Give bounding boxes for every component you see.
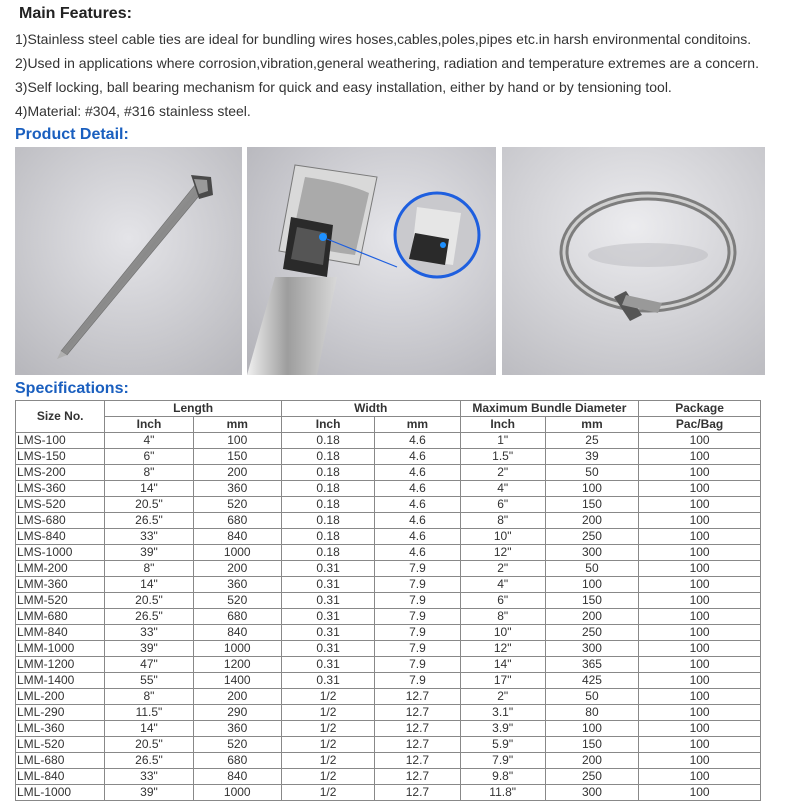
cell-width-inch: 0.18 <box>281 513 374 529</box>
cell-bundle-mm: 50 <box>545 561 638 577</box>
table-row <box>16 721 761 737</box>
cell-bundle-mm: 425 <box>545 673 638 689</box>
cell-bundle-inch: 17" <box>460 673 545 689</box>
cell-pac-bag: 100 <box>639 577 761 593</box>
cell-length-inch: 14" <box>105 721 193 737</box>
cell-length-mm: 360 <box>193 721 281 737</box>
cell-pac-bag: 100 <box>639 785 761 801</box>
cell-pac-bag: 100 <box>639 465 761 481</box>
cell-bundle-inch: 3.1" <box>460 705 545 721</box>
cell-width-mm: 4.6 <box>375 481 460 497</box>
cell-length-mm: 840 <box>193 529 281 545</box>
cell-width-inch: 0.18 <box>281 449 374 465</box>
cell-bundle-mm: 50 <box>545 689 638 705</box>
cell-width-inch: 0.31 <box>281 593 374 609</box>
feature-item-3: 3)Self locking, ball bearing mechanism for quick and easy installation, either by hand or by tensioning tool. <box>15 79 672 95</box>
cell-width-inch: 1/2 <box>281 737 374 753</box>
table-row <box>16 689 761 705</box>
cell-length-inch: 4" <box>105 433 193 449</box>
cell-bundle-mm: 200 <box>545 753 638 769</box>
cell-bundle-mm: 365 <box>545 657 638 673</box>
cell-bundle-mm: 300 <box>545 641 638 657</box>
cell-width-inch: 1/2 <box>281 689 374 705</box>
cell-length-inch: 47" <box>105 657 193 673</box>
cell-length-inch: 11.5" <box>105 705 193 721</box>
subheader-width-inch: Inch <box>281 417 374 433</box>
table-row <box>16 657 761 673</box>
cell-bundle-inch: 9.8" <box>460 769 545 785</box>
cell-length-inch: 8" <box>105 465 193 481</box>
cell-bundle-mm: 300 <box>545 785 638 801</box>
cell-size-no: LMS-200 <box>16 465 105 481</box>
cell-width-mm: 7.9 <box>375 641 460 657</box>
table-row <box>16 705 761 721</box>
cell-length-mm: 520 <box>193 737 281 753</box>
cell-bundle-mm: 250 <box>545 769 638 785</box>
cell-size-no: LML-290 <box>16 705 105 721</box>
cell-pac-bag: 100 <box>639 673 761 689</box>
cell-width-inch: 0.18 <box>281 481 374 497</box>
table-row <box>16 529 761 545</box>
table-row <box>16 625 761 641</box>
cell-bundle-inch: 12" <box>460 641 545 657</box>
cell-length-inch: 39" <box>105 545 193 561</box>
cell-size-no: LMS-100 <box>16 433 105 449</box>
cell-length-inch: 20.5" <box>105 497 193 513</box>
cell-length-inch: 8" <box>105 689 193 705</box>
cell-pac-bag: 100 <box>639 689 761 705</box>
cell-width-mm: 7.9 <box>375 673 460 689</box>
cell-size-no: LML-360 <box>16 721 105 737</box>
table-row <box>16 513 761 529</box>
cell-length-inch: 26.5" <box>105 609 193 625</box>
cell-bundle-inch: 10" <box>460 529 545 545</box>
cell-width-inch: 1/2 <box>281 721 374 737</box>
cell-width-inch: 1/2 <box>281 753 374 769</box>
cell-pac-bag: 100 <box>639 657 761 673</box>
cell-width-mm: 7.9 <box>375 561 460 577</box>
cell-pac-bag: 100 <box>639 705 761 721</box>
subheader-width-mm: mm <box>375 417 460 433</box>
table-row <box>16 785 761 801</box>
cell-size-no: LML-680 <box>16 753 105 769</box>
cell-length-mm: 100 <box>193 433 281 449</box>
cell-bundle-mm: 25 <box>545 433 638 449</box>
cell-width-inch: 0.31 <box>281 561 374 577</box>
cell-width-inch: 0.31 <box>281 673 374 689</box>
cell-width-mm: 12.7 <box>375 753 460 769</box>
cell-length-mm: 680 <box>193 753 281 769</box>
cell-width-inch: 0.31 <box>281 641 374 657</box>
cell-width-mm: 4.6 <box>375 433 460 449</box>
table-row <box>16 737 761 753</box>
cell-pac-bag: 100 <box>639 737 761 753</box>
table-row <box>16 673 761 689</box>
cell-length-inch: 6" <box>105 449 193 465</box>
cell-bundle-mm: 150 <box>545 737 638 753</box>
cell-width-mm: 7.9 <box>375 609 460 625</box>
table-row <box>16 577 761 593</box>
cell-pac-bag: 100 <box>639 561 761 577</box>
cell-bundle-mm: 100 <box>545 721 638 737</box>
cell-length-inch: 33" <box>105 769 193 785</box>
cell-size-no: LMM-1400 <box>16 673 105 689</box>
table-row <box>16 497 761 513</box>
cell-bundle-inch: 14" <box>460 657 545 673</box>
cell-pac-bag: 100 <box>639 609 761 625</box>
header-length: Length <box>105 401 282 417</box>
cell-bundle-inch: 5.9" <box>460 737 545 753</box>
cell-bundle-mm: 250 <box>545 529 638 545</box>
subheader-bundle-inch: Inch <box>460 417 545 433</box>
cell-length-mm: 360 <box>193 577 281 593</box>
cell-size-no: LMM-1000 <box>16 641 105 657</box>
cell-width-mm: 12.7 <box>375 689 460 705</box>
table-subheader-row <box>16 417 761 433</box>
cell-length-inch: 26.5" <box>105 753 193 769</box>
cell-length-mm: 360 <box>193 481 281 497</box>
cell-length-inch: 14" <box>105 481 193 497</box>
cell-width-mm: 12.7 <box>375 705 460 721</box>
cell-bundle-mm: 100 <box>545 577 638 593</box>
cell-length-mm: 680 <box>193 609 281 625</box>
cell-length-inch: 39" <box>105 785 193 801</box>
table-body <box>16 433 761 801</box>
cell-pac-bag: 100 <box>639 753 761 769</box>
cell-length-inch: 33" <box>105 625 193 641</box>
cell-bundle-mm: 100 <box>545 481 638 497</box>
cell-width-inch: 1/2 <box>281 785 374 801</box>
cell-size-no: LMM-360 <box>16 577 105 593</box>
cell-length-mm: 200 <box>193 689 281 705</box>
cell-length-mm: 520 <box>193 497 281 513</box>
cell-size-no: LML-200 <box>16 689 105 705</box>
table-row <box>16 465 761 481</box>
cell-pac-bag: 100 <box>639 449 761 465</box>
cell-width-mm: 7.9 <box>375 657 460 673</box>
cell-bundle-inch: 7.9" <box>460 753 545 769</box>
cell-bundle-mm: 80 <box>545 705 638 721</box>
cell-bundle-mm: 150 <box>545 593 638 609</box>
subheader-bundle-mm: mm <box>545 417 638 433</box>
cell-pac-bag: 100 <box>639 497 761 513</box>
specifications-table <box>15 400 761 801</box>
cell-length-mm: 840 <box>193 625 281 641</box>
cell-width-inch: 0.31 <box>281 609 374 625</box>
cell-bundle-inch: 1" <box>460 433 545 449</box>
cell-bundle-inch: 6" <box>460 593 545 609</box>
cell-width-mm: 12.7 <box>375 721 460 737</box>
cell-length-mm: 290 <box>193 705 281 721</box>
cell-bundle-mm: 39 <box>545 449 638 465</box>
cell-length-inch: 20.5" <box>105 737 193 753</box>
cell-bundle-mm: 150 <box>545 497 638 513</box>
table-row <box>16 433 761 449</box>
cell-bundle-mm: 300 <box>545 545 638 561</box>
table-row <box>16 545 761 561</box>
cell-bundle-inch: 8" <box>460 513 545 529</box>
cell-width-mm: 4.6 <box>375 513 460 529</box>
cell-width-mm: 12.7 <box>375 769 460 785</box>
cell-size-no: LMS-520 <box>16 497 105 513</box>
cell-bundle-mm: 250 <box>545 625 638 641</box>
cell-size-no: LMS-150 <box>16 449 105 465</box>
cell-size-no: LMS-1000 <box>16 545 105 561</box>
cell-length-inch: 26.5" <box>105 513 193 529</box>
cell-size-no: LMM-840 <box>16 625 105 641</box>
header-width: Width <box>281 401 460 417</box>
cell-length-inch: 55" <box>105 673 193 689</box>
cell-width-mm: 7.9 <box>375 625 460 641</box>
table-row <box>16 593 761 609</box>
cell-length-mm: 1000 <box>193 641 281 657</box>
cell-length-inch: 39" <box>105 641 193 657</box>
cell-width-inch: 1/2 <box>281 769 374 785</box>
cell-width-inch: 0.18 <box>281 497 374 513</box>
table-row <box>16 481 761 497</box>
cell-width-mm: 7.9 <box>375 593 460 609</box>
cell-length-mm: 840 <box>193 769 281 785</box>
cell-bundle-inch: 8" <box>460 609 545 625</box>
product-detail-heading: Product Detail: <box>15 126 129 143</box>
cell-bundle-inch: 12" <box>460 545 545 561</box>
header-package: Package <box>639 401 761 417</box>
table-row <box>16 561 761 577</box>
cell-bundle-inch: 2" <box>460 561 545 577</box>
cell-bundle-inch: 11.8" <box>460 785 545 801</box>
cell-size-no: LML-520 <box>16 737 105 753</box>
cell-width-inch: 0.18 <box>281 529 374 545</box>
cell-pac-bag: 100 <box>639 721 761 737</box>
cell-pac-bag: 100 <box>639 433 761 449</box>
cell-pac-bag: 100 <box>639 769 761 785</box>
cell-length-mm: 1200 <box>193 657 281 673</box>
cell-size-no: LMS-680 <box>16 513 105 529</box>
specifications-heading: Specifications: <box>15 380 129 397</box>
cell-width-inch: 0.18 <box>281 433 374 449</box>
feature-item-1: 1)Stainless steel cable ties are ideal for bundling wires hoses,cables,poles,pipes etc.in harsh environmental conditoins. <box>15 31 752 47</box>
cell-size-no: LMM-200 <box>16 561 105 577</box>
cell-bundle-mm: 200 <box>545 513 638 529</box>
cell-length-mm: 520 <box>193 593 281 609</box>
cell-size-no: LMM-1200 <box>16 657 105 673</box>
subheader-length-mm: mm <box>193 417 281 433</box>
cell-width-mm: 4.6 <box>375 497 460 513</box>
product-photo-cable-tie <box>15 147 242 375</box>
subheader-length-inch: Inch <box>105 417 193 433</box>
cell-width-inch: 0.31 <box>281 657 374 673</box>
feature-item-2: 2)Used in applications where corrosion,vibration,general weathering, radiation and temperature extremes are a concern. <box>15 55 759 71</box>
cell-length-mm: 1400 <box>193 673 281 689</box>
product-photo-buckle-closeup <box>247 147 496 375</box>
table-row <box>16 609 761 625</box>
cell-bundle-mm: 200 <box>545 609 638 625</box>
cell-length-mm: 1000 <box>193 785 281 801</box>
cell-bundle-inch: 10" <box>460 625 545 641</box>
feature-item-4: 4)Material: #304, #316 stainless steel. <box>15 103 251 119</box>
cell-length-mm: 1000 <box>193 545 281 561</box>
cell-pac-bag: 100 <box>639 593 761 609</box>
cell-pac-bag: 100 <box>639 625 761 641</box>
cell-length-inch: 8" <box>105 561 193 577</box>
cell-width-mm: 7.9 <box>375 577 460 593</box>
cell-width-mm: 4.6 <box>375 545 460 561</box>
cell-length-mm: 200 <box>193 561 281 577</box>
subheader-pac-bag: Pac/Bag <box>639 417 761 433</box>
header-bundle-diameter: Maximum Bundle Diameter <box>460 401 639 417</box>
cell-length-inch: 14" <box>105 577 193 593</box>
cell-length-mm: 680 <box>193 513 281 529</box>
cell-bundle-inch: 6" <box>460 497 545 513</box>
cell-bundle-inch: 2" <box>460 689 545 705</box>
cell-bundle-inch: 1.5" <box>460 449 545 465</box>
cell-width-mm: 4.6 <box>375 449 460 465</box>
cell-size-no: LMS-360 <box>16 481 105 497</box>
cell-size-no: LMM-680 <box>16 609 105 625</box>
cell-width-mm: 12.7 <box>375 785 460 801</box>
cell-width-inch: 0.31 <box>281 577 374 593</box>
cell-width-mm: 12.7 <box>375 737 460 753</box>
cell-width-mm: 4.6 <box>375 529 460 545</box>
cell-width-inch: 0.31 <box>281 625 374 641</box>
cell-size-no: LMM-520 <box>16 593 105 609</box>
cell-length-mm: 150 <box>193 449 281 465</box>
product-photo-loop <box>502 147 765 375</box>
cell-pac-bag: 100 <box>639 481 761 497</box>
cell-size-no: LML-840 <box>16 769 105 785</box>
table-row <box>16 641 761 657</box>
cell-length-inch: 20.5" <box>105 593 193 609</box>
cell-pac-bag: 100 <box>639 545 761 561</box>
cell-length-mm: 200 <box>193 465 281 481</box>
cell-bundle-inch: 4" <box>460 481 545 497</box>
cell-bundle-inch: 2" <box>460 465 545 481</box>
cell-bundle-inch: 4" <box>460 577 545 593</box>
table-row <box>16 449 761 465</box>
cell-width-mm: 4.6 <box>375 465 460 481</box>
cell-size-no: LMS-840 <box>16 529 105 545</box>
cell-bundle-mm: 50 <box>545 465 638 481</box>
cell-pac-bag: 100 <box>639 641 761 657</box>
cell-length-inch: 33" <box>105 529 193 545</box>
cell-bundle-inch: 3.9" <box>460 721 545 737</box>
cell-pac-bag: 100 <box>639 529 761 545</box>
header-size-no: Size No. <box>16 401 105 433</box>
table-row <box>16 769 761 785</box>
main-features-heading: Main Features: <box>19 5 132 22</box>
cell-width-inch: 0.18 <box>281 545 374 561</box>
cell-width-inch: 1/2 <box>281 705 374 721</box>
cell-pac-bag: 100 <box>639 513 761 529</box>
cell-width-inch: 0.18 <box>281 465 374 481</box>
table-row <box>16 753 761 769</box>
cell-size-no: LML-1000 <box>16 785 105 801</box>
table-header-row <box>16 401 761 417</box>
